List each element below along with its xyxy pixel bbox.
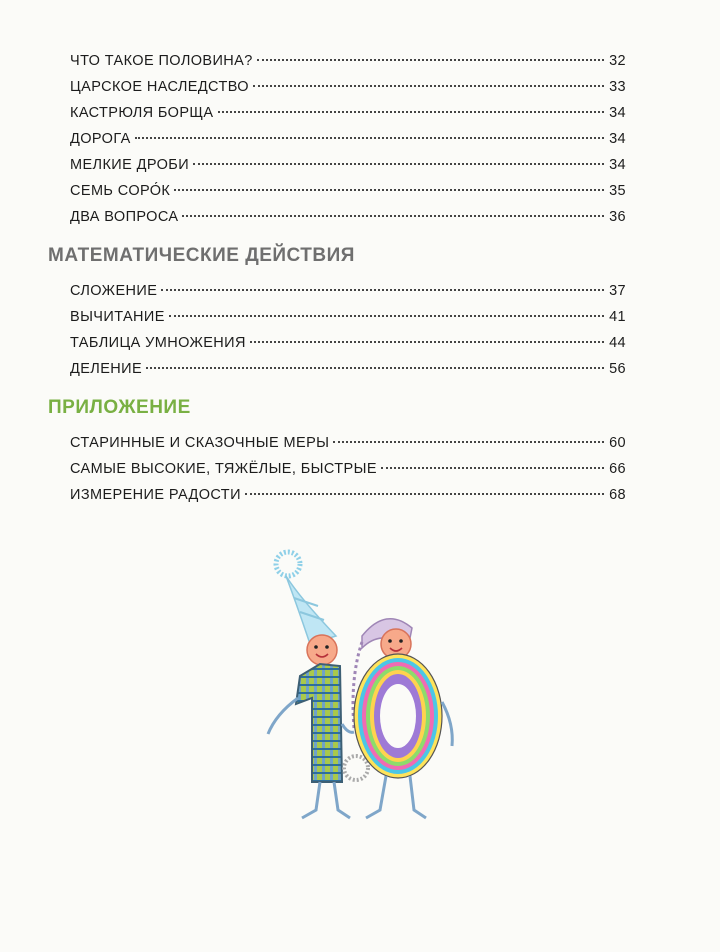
digit-zero-shape	[354, 654, 442, 778]
toc-entry[interactable]	[70, 126, 626, 152]
holding-hands	[342, 724, 354, 732]
entry-title: ИЗМЕРЕНИЕ РАДОСТИ	[70, 487, 241, 503]
blue-hat-icon	[276, 552, 336, 644]
entry-title: МЕЛКИЕ ДРОБИ	[70, 157, 190, 173]
toc-entry[interactable]	[70, 204, 626, 230]
entry-page: 36	[609, 209, 626, 225]
right-arm	[442, 702, 452, 746]
toc-entry[interactable]	[70, 482, 626, 508]
entry-page: 34	[609, 105, 626, 121]
toc-group-3	[70, 430, 626, 508]
dot-leader	[253, 85, 604, 87]
entry-title: ДВА ВОПРОСА	[70, 209, 179, 225]
entry-page: 35	[609, 183, 626, 199]
face-icon	[307, 635, 337, 665]
entry-title: САМЫЕ ВЫСОКИЕ, ТЯЖЁЛЫЕ, БЫСТРЫЕ	[70, 461, 377, 477]
entry-title: КАСТРЮЛЯ БОРЩА	[70, 105, 214, 121]
toc-entry[interactable]	[70, 74, 626, 100]
toc-group-2	[70, 278, 626, 382]
toc-entry[interactable]	[70, 100, 626, 126]
legs-zero	[366, 776, 426, 818]
entry-page: 34	[609, 157, 626, 173]
legs-one	[302, 782, 350, 818]
entry-page: 41	[609, 309, 626, 325]
toc-entry[interactable]	[70, 430, 626, 456]
dot-leader	[257, 59, 604, 61]
toc-entry[interactable]	[70, 152, 626, 178]
dot-leader	[245, 493, 604, 495]
toc-entry[interactable]	[70, 356, 626, 382]
entry-page: 44	[609, 335, 626, 351]
entry-page: 33	[609, 79, 626, 95]
entry-title: СЕМЬ СОРО́К	[70, 183, 171, 199]
dot-leader	[174, 189, 604, 191]
section-heading-math-operations: МАТЕМАТИЧЕСКИЕ ДЕЙСТВИЯ	[48, 245, 355, 266]
digit-one-shape	[296, 664, 342, 782]
entry-page: 66	[609, 461, 626, 477]
dot-leader	[193, 163, 604, 165]
entry-title: ЧТО ТАКОЕ ПОЛОВИНА?	[70, 53, 253, 69]
dot-leader	[146, 367, 604, 369]
entry-title: СТАРИННЫЕ И СКАЗОЧНЫЕ МЕРЫ	[70, 435, 330, 451]
entry-page: 34	[609, 131, 626, 147]
entry-title: СЛОЖЕНИЕ	[70, 283, 158, 299]
toc-entry[interactable]	[70, 278, 626, 304]
table-of-contents	[48, 48, 626, 508]
entry-title: ТАБЛИЦА УМНОЖЕНИЯ	[70, 335, 246, 351]
dot-leader	[169, 315, 604, 317]
toc-entry[interactable]	[70, 456, 626, 482]
toc-group-1	[70, 48, 626, 230]
entry-title: ЦАРСКОЕ НАСЛЕДСТВО	[70, 79, 249, 95]
dot-leader	[182, 215, 604, 217]
left-arm	[268, 698, 298, 734]
entry-page: 68	[609, 487, 626, 503]
entry-page: 56	[609, 361, 626, 377]
toc-entry[interactable]	[70, 178, 626, 204]
entry-page: 37	[609, 283, 626, 299]
entry-page: 32	[609, 53, 626, 69]
section-heading-appendix: ПРИЛОЖЕНИЕ	[48, 397, 191, 418]
number-ten-characters-illustration	[258, 548, 458, 828]
toc-entry[interactable]	[70, 48, 626, 74]
dot-leader	[333, 441, 604, 443]
dot-leader	[218, 111, 605, 113]
toc-entry[interactable]	[70, 330, 626, 356]
entry-page: 60	[609, 435, 626, 451]
dot-leader	[161, 289, 604, 291]
dot-leader	[250, 341, 604, 343]
dot-leader	[381, 467, 604, 469]
entry-title: ДОРОГА	[70, 131, 131, 147]
dot-leader	[135, 137, 604, 139]
entry-title: ВЫЧИТАНИЕ	[70, 309, 165, 325]
entry-title: ДЕЛЕНИЕ	[70, 361, 143, 377]
toc-entry[interactable]	[70, 304, 626, 330]
